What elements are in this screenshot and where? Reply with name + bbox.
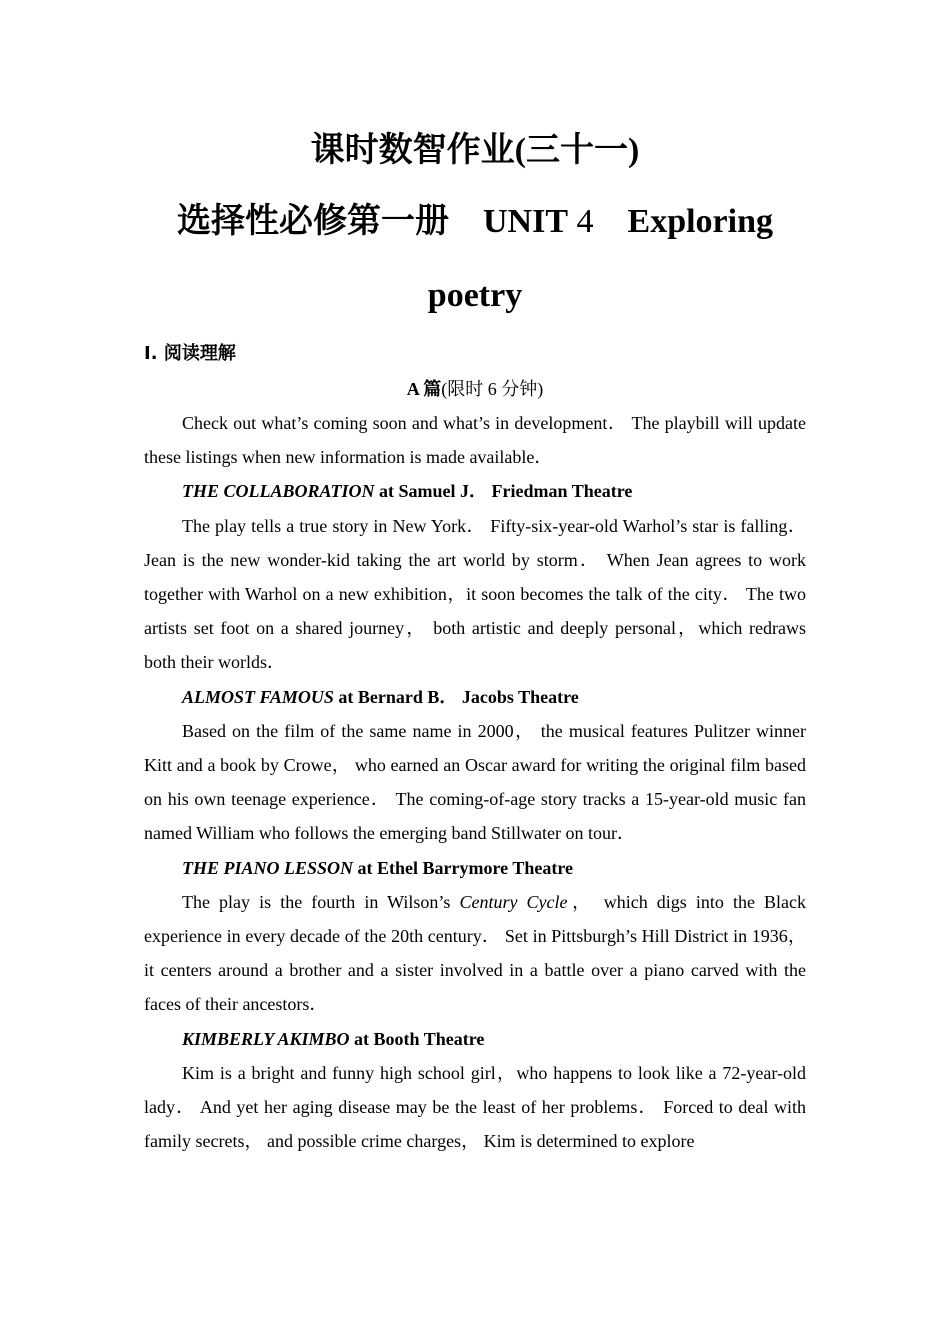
show-venue: at Samuel J． Friedman Theatre: [374, 481, 633, 502]
section-number: Ⅰ.: [144, 343, 158, 364]
show-description-part: ， which digs into the Black experience in every decade of the 20th century． Set in Pittsburgh’s Hill District in 1936，it centers around a brother and a sister involved in a battle over a piano carved with the faces of their ancestors．: [144, 891, 806, 1015]
unit-number: 4: [576, 203, 594, 240]
show-title: [144, 680, 806, 714]
show-venue: at Ethel Barrymore Theatre: [353, 857, 573, 878]
show-title: [144, 474, 806, 508]
show-description: Kim is a bright and funny high school girl，who happens to look like a 72-year-old lady． And yet her aging disease may be the least of her problems． Forced to deal with family secrets， and possible crime charges， Kim is determined to explore: [144, 1062, 806, 1152]
show-name: ALMOST FAMOUS: [182, 686, 334, 707]
show-description: The play tells a true story in New York． Fifty-six-year-old Warhol’s star is falling． Jean is the new wonder-kid taking the art world by storm． When Jean agrees to work together with Warhol on a new exhibition，it soon becomes the talk of the city． The two artists set foot on a shared journey， both artistic and deeply personal，which redraws both their worlds．: [144, 515, 806, 673]
textbook-name: 选择性必修第一册: [176, 203, 449, 240]
show-name: KIMBERLY AKIMBO: [182, 1028, 350, 1049]
assignment-title: [0, 128, 950, 174]
passage-heading: [0, 376, 950, 402]
show-venue: at Booth Theatre: [349, 1028, 485, 1049]
section-heading: [144, 341, 236, 367]
passage-intro: Check out what’s coming soon and what’s in development． The playbill will update these listings when new information is made available．: [144, 413, 806, 468]
assignment-title-text: 课时数智作业(三十一): [310, 132, 640, 169]
unit-topic: Exploring: [627, 203, 773, 240]
show-name: THE COLLABORATION: [182, 481, 375, 502]
show-description: Based on the film of the same name in 2000， the musical features Pulitzer winner Kitt and a book by Crowe， who earned an Oscar award for writing the original film based on his own teenage experience． The coming-of-age story tracks a 15-year-old music fan named William who follows the emerging band Stillwater on tour．: [144, 720, 806, 844]
unit-topic-continued: poetry: [427, 277, 523, 314]
show-description-part: The play is the fourth in Wilson’s: [182, 891, 460, 912]
unit-title-continued: [0, 272, 950, 320]
section-label: 阅读理解: [163, 343, 236, 364]
show-venue: at Bernard B． Jacobs Theatre: [333, 686, 579, 707]
unit-label: UNIT: [482, 203, 569, 240]
passage-body: [144, 406, 806, 1158]
show-title: [144, 851, 806, 885]
show-description: [144, 885, 806, 1022]
show-name: THE PIANO LESSON: [182, 857, 354, 878]
show-description-italic: Century Cycle: [459, 891, 568, 912]
unit-title: [0, 196, 950, 248]
passage-label: A 篇: [406, 379, 442, 399]
passage-time-limit: (限时 6 分钟): [441, 379, 544, 399]
show-title: [144, 1022, 806, 1056]
